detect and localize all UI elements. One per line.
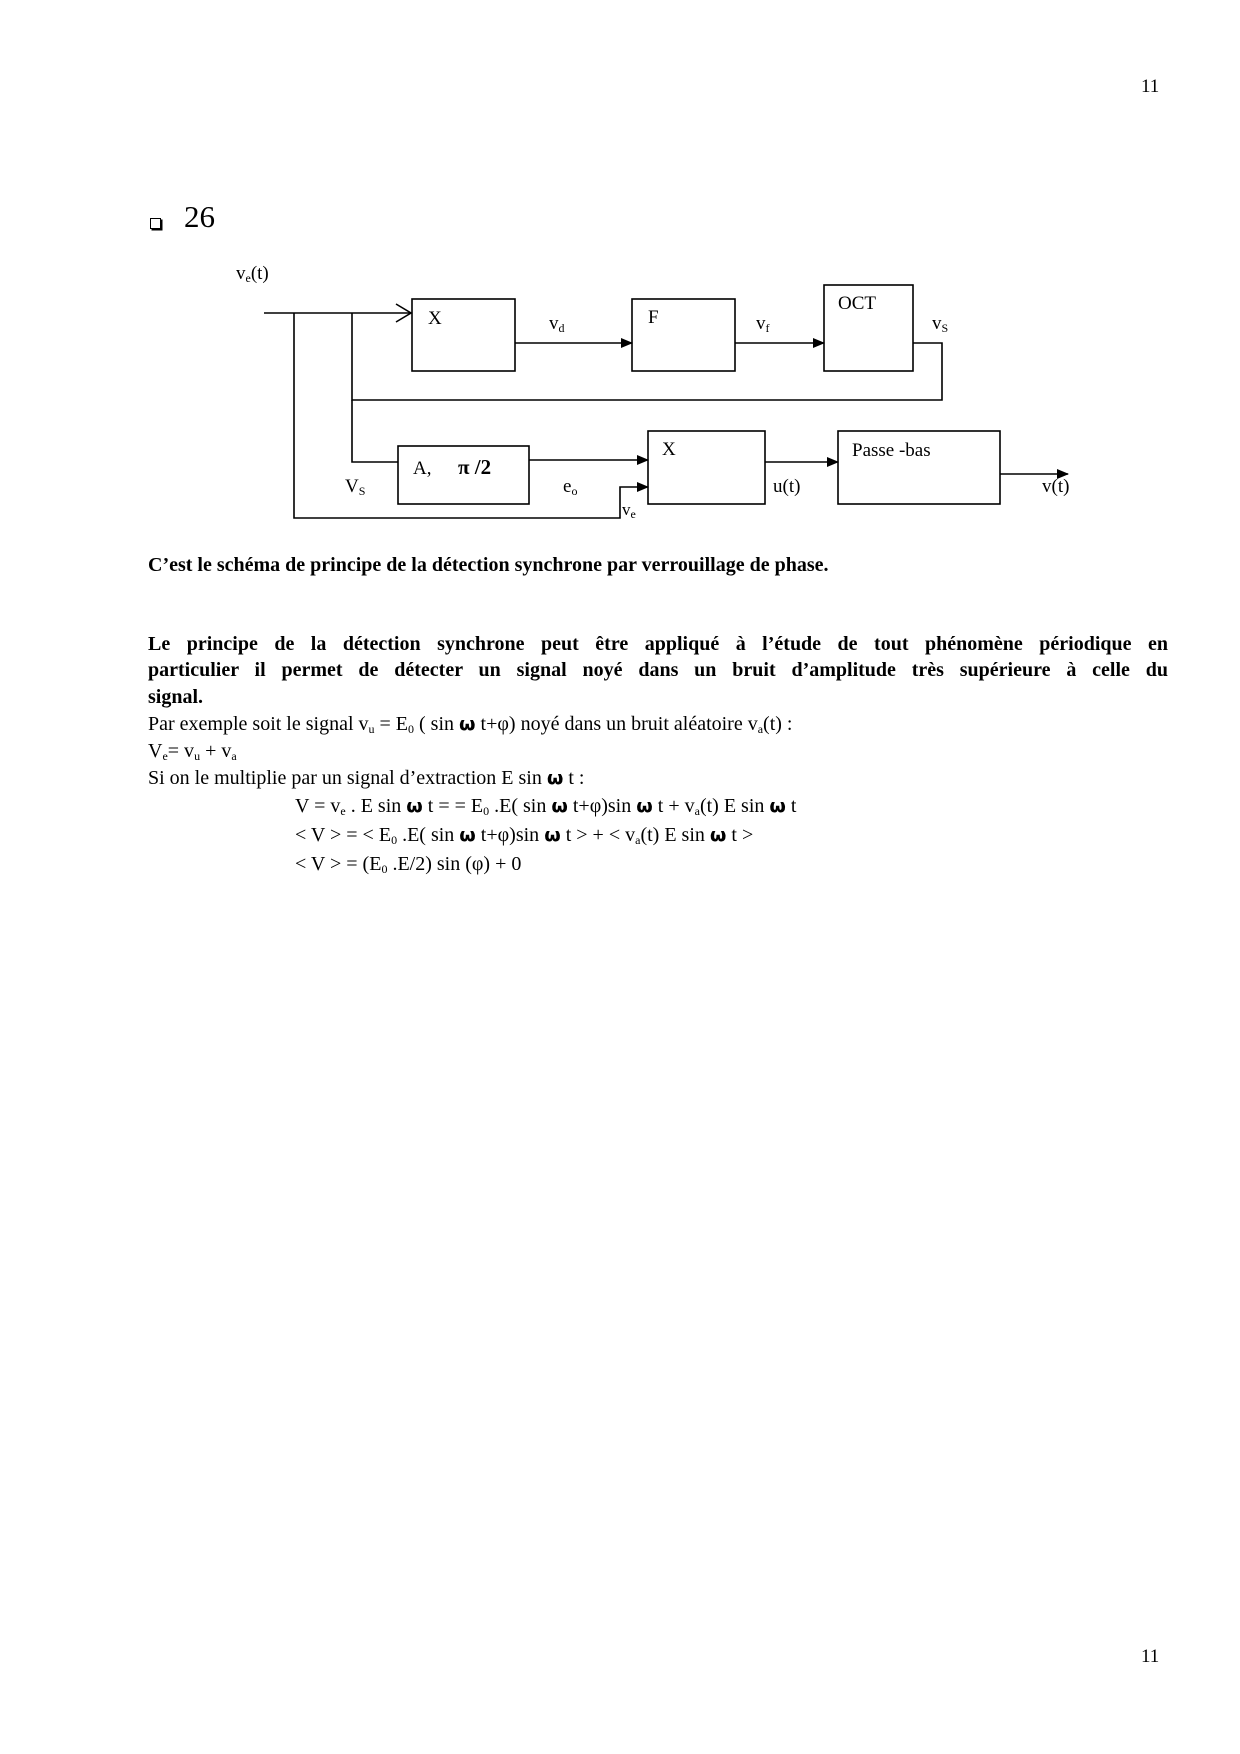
omega-symbol: ω [459,824,476,846]
label-vd: $v_d$ [549,313,565,335]
label-eo: $e_o$ [563,476,578,498]
label-lowpass: Passe -bas [852,440,931,461]
example-line-1: Par exemple soit le signal $v_u = E_0$ ( sin ω t+φ) noyé dans un bruit aléatoire $v_a(t)$ : [148,713,793,736]
paragraph-line-2: particulier il permet de détecter un signal noyé dans un bruit d’amplitude très supérieure à celle du [148,659,1168,681]
label-Vs: $V_S$ [345,476,366,498]
omega-symbol: ω [769,795,786,817]
omega-symbol: ω [551,795,568,817]
label-ve-input: $v_e(t)$ [236,263,269,285]
omega-symbol: ω [459,713,476,735]
page-number-top: 11 [1141,76,1160,97]
label-ut: u(t) [773,476,801,497]
label-vf: $v_f$ [756,313,770,335]
label-amplifier: A, [413,458,432,479]
omega-symbol: ω [709,824,727,846]
section-number: 26 [184,199,215,234]
paragraph-line-3: signal. [148,686,204,708]
equation-3: < V > = ($E_0$ .E/2) sin (φ) + 0 [295,853,522,876]
label-multiplier-2: X [662,439,676,460]
label-multiplier-1: X [428,308,442,329]
diagram-caption: C’est le schéma de principe de la détection synchrone par verrouillage de phase. [148,554,829,576]
label-vt: v(t) [1042,476,1070,497]
omega-symbol: ω [406,795,423,817]
page-number-bottom: 11 [1141,1646,1160,1667]
vs-to-amp-line [352,400,398,462]
example-line-3: Si on le multiplie par un signal d’extraction E sin ω t : [148,767,585,789]
label-vs-out: $v_S$ [932,313,949,335]
label-phase-shift: π /2 [458,455,492,479]
equation-2: < V > = < $E_0$ .E( sin ω t+φ)sin ω t > + < $v_a(t)$ E sin ω t > [295,824,754,847]
omega-symbol: ω [546,767,564,789]
example-line-2: $V_e= v_u + v_a$ [148,740,237,763]
label-oct: OCT [838,293,876,314]
label-filter: F [648,307,659,328]
omega-symbol: ω [544,824,561,846]
equation-1: $V = v_e$ . E sin ω t = = $E_0$ .E( sin ω t+φ)sin ω $t + v_a(t)$ E sin ω t [295,795,797,818]
paragraph-line-1: Le principe de la détection synchrone peut être appliqué à l’étude de tout phénomène périodique en [148,633,1168,655]
label-ve-bottom: $v_e$ [622,500,636,521]
omega-symbol: ω [636,795,653,817]
